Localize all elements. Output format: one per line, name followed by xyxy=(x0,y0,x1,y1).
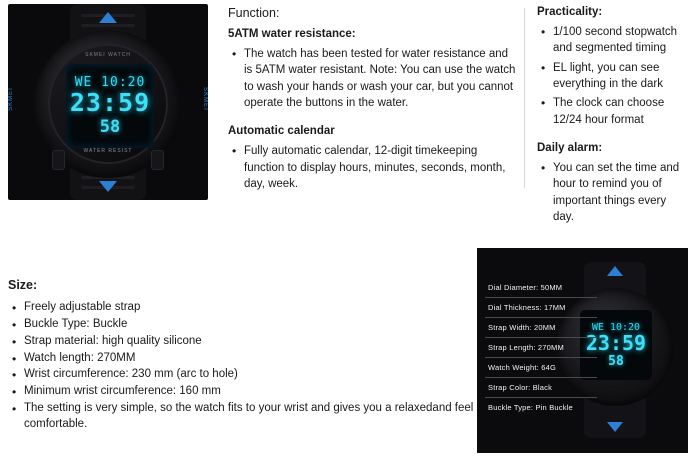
lcd-seconds: 58 xyxy=(99,116,121,137)
watch-brand-top-text: SKMEI WATCH xyxy=(85,52,131,58)
size-list xyxy=(8,300,478,433)
list-item: • Watch length: 270MM xyxy=(24,351,478,367)
daily-alarm-heading: Daily alarm: xyxy=(537,141,603,154)
watch-lcd-display xyxy=(66,64,154,148)
top-section xyxy=(0,0,692,223)
table-row: Buckle Type: Pin Buckle xyxy=(488,403,573,412)
accent-triangle-bottom-icon xyxy=(99,181,117,192)
list-item: • The watch has been tested for water resistance and is 5ATM water resistant. Note: You can use the watch to wash your hands or wash your car, but you cannot operate the buttons in the water. xyxy=(244,46,518,111)
list-item: • The setting is very simple, so the watch fits to your wrist and gives you a relaxedand feel comfortable. xyxy=(24,401,478,433)
lcd-day-time: WE 10:20 xyxy=(74,75,146,91)
size-column xyxy=(8,278,478,434)
table-row: Strap Width: 20MM xyxy=(485,318,597,338)
list-item: • Buckle Type: Buckle xyxy=(24,317,478,333)
list-item: • EL light, you can see everything in the dark xyxy=(553,60,687,93)
spec-lcd-day-time: WE 10:20 xyxy=(591,321,641,333)
watch-bezel xyxy=(48,44,168,164)
automatic-calendar-list xyxy=(228,143,518,192)
spec-accent-triangle-bottom-icon xyxy=(607,422,623,432)
function-column xyxy=(228,6,518,195)
spec-lcd-seconds: 58 xyxy=(608,353,624,369)
watch-brand-bottom-text: WATER RESIST xyxy=(83,148,133,154)
automatic-calendar-heading: Automatic calendar xyxy=(228,125,335,138)
lcd-main-time: 23:59 xyxy=(69,88,151,118)
list-item: • Fully automatic calendar, 12-digit timekeeping function to display hours, minutes, seconds, month, day, week. xyxy=(244,143,518,192)
watch-spec-photo xyxy=(477,248,688,453)
practicality-column xyxy=(537,6,687,228)
vertical-divider xyxy=(524,8,525,188)
list-item: • You can set the time and hour to remind you of important things every day. xyxy=(553,160,687,225)
list-item: • Wrist circumference: 230 mm (arc to hole) xyxy=(24,367,478,383)
water-resistance-list xyxy=(228,46,518,111)
daily-alarm-list xyxy=(537,160,687,225)
table-row: Strap Length: 270MM xyxy=(485,338,597,358)
spec-table xyxy=(485,278,597,417)
practicality-list xyxy=(537,24,687,128)
watch-main-photo xyxy=(8,4,208,200)
water-resistance-heading: 5ATM water resistance: xyxy=(228,28,356,40)
watch-side-text-right: SKMEI xyxy=(202,87,208,111)
list-item: • Freely adjustable strap xyxy=(24,300,478,316)
function-heading: Function: xyxy=(228,6,280,20)
table-row: Dial Diameter: 50MM xyxy=(485,278,597,298)
watch-side-text-left: SKMEI xyxy=(8,87,14,111)
accent-triangle-top-icon xyxy=(99,12,117,23)
spec-accent-triangle-top-icon xyxy=(607,266,623,276)
table-row: Watch Weight: 64G xyxy=(485,358,597,378)
table-row: Strap Color: Black xyxy=(485,378,597,398)
practicality-heading: Practicality: xyxy=(537,6,603,18)
watch-case xyxy=(34,30,182,178)
list-item: • 1/100 second stopwatch and segmented timing xyxy=(553,24,687,57)
table-row: Dial Thickness: 17MM xyxy=(485,298,597,318)
list-item: • Minimum wrist circumference: 160 mm xyxy=(24,384,478,400)
list-item: • Strap material: high quality silicone xyxy=(24,334,478,350)
size-heading: Size: xyxy=(8,278,38,292)
list-item: • The clock can choose 12/24 hour format xyxy=(553,95,687,128)
spec-lcd-main-time: 23:59 xyxy=(585,330,647,355)
bottom-section xyxy=(0,248,692,460)
